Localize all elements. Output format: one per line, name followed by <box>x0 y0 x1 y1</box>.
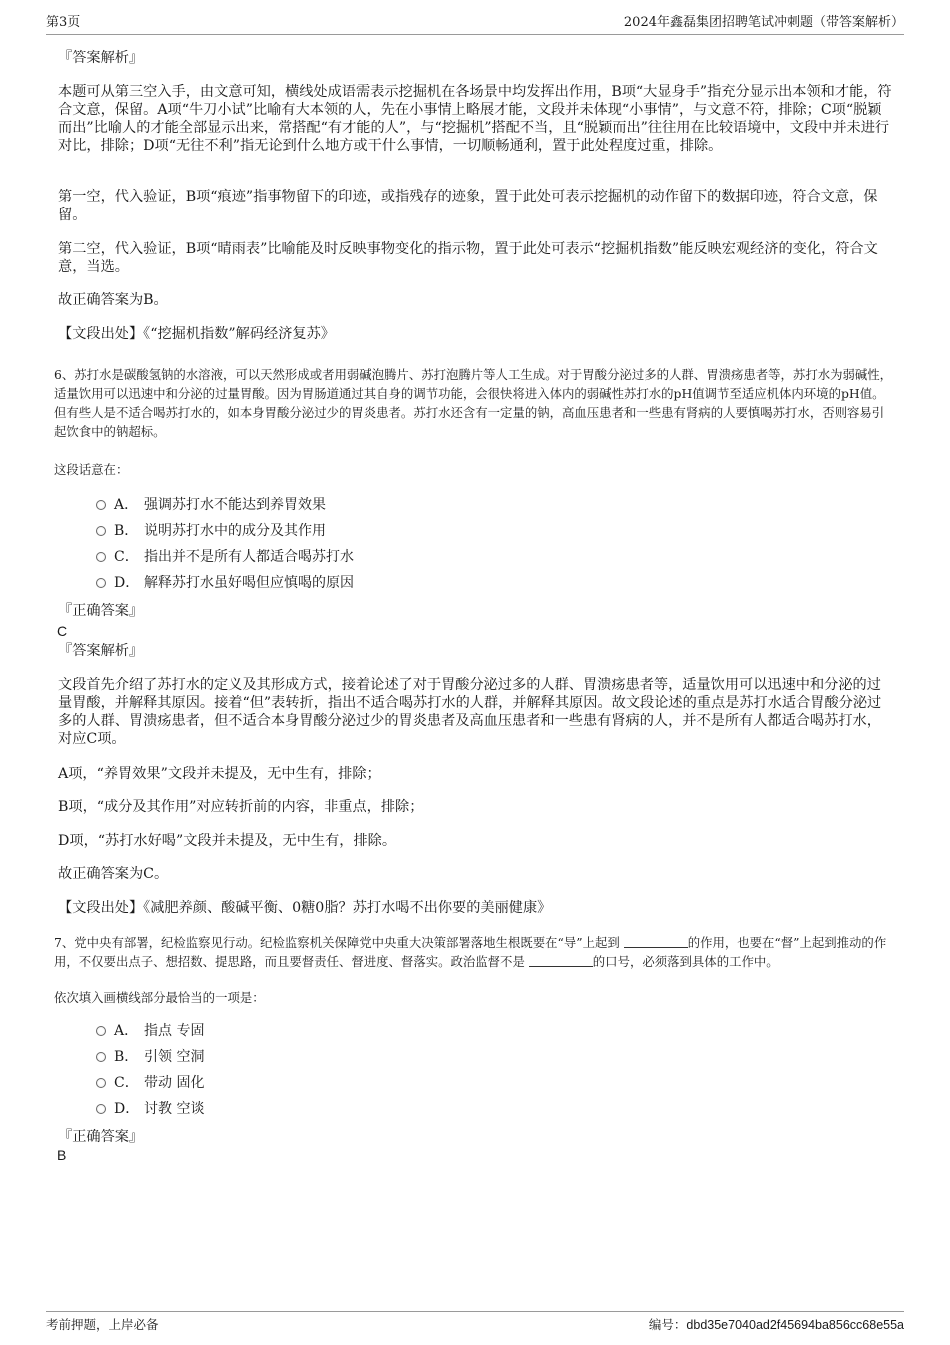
radio-icon[interactable] <box>96 578 106 588</box>
q6-answer-label: 『正确答案』 <box>58 603 144 619</box>
q7-option-b[interactable]: B． 引领 空洞 <box>96 1047 204 1067</box>
document-title: 2024年鑫磊集团招聘笔试冲刺题（带答案解析） <box>623 15 904 30</box>
q6-option-b[interactable]: B． 说明苏打水中的成分及其作用 <box>96 521 326 541</box>
page-header <box>46 14 904 35</box>
q6-note-a: A项，“养胃效果”文段并未提及，无中生有，排除； <box>58 766 381 782</box>
radio-icon[interactable] <box>96 1104 106 1114</box>
q6-prompt: 这段话意在： <box>54 462 129 477</box>
q6-answer: C <box>57 623 68 639</box>
q6-source: 【文段出处】《减肥养颜、酸碱平衡、0糖0脂？苏打水喝不出你要的美丽健康》 <box>58 900 552 916</box>
q5-conclusion: 故正确答案为B。 <box>58 292 168 308</box>
q6-option-c[interactable]: C． 指出并不是所有人都适合喝苏打水 <box>96 547 354 567</box>
radio-icon[interactable] <box>96 1026 106 1036</box>
q6-stem: 6、苏打水是碳酸氢钠的水溶液，可以天然形成或者用弱碱泡腾片、苏打泡腾片等人工生成。对于胃酸分泌过多的人群、胃溃疡患者等，苏打水为弱碱性，适量饮用可以迅速中和分泌的过量胃酸。因为胃肠道通过其自身的调节功能，会很快将进入体内的弱碱性苏打水的pH值调节至适应机体内环境的pH值。但有些人是不适合喝苏打水的，如本身胃酸分泌过少的胃炎患者。苏打水还含有一定量的钠，高血压患者和一些患有肾病的人要慎喝苏打水，否则容易引起饮食中的钠超标。 <box>54 367 893 439</box>
q5-analysis-para1: 本题可从第三空入手，由文意可知，横线处成语需表示挖掘机在各场景中均发挥出作用，B项“大显身手”指充分显示出本领和才能，符合文意，保留。A项“牛刀小试”比喻有大本领的人，先在小事情上略展才能，文段并未体现“小事情”，与文意不符，排除；C项“脱颖而出”比喻人的才能全部显示出来，常搭配“有才能的人”，与“挖掘机”搭配不当，且“脱颖而出”往往用在比较语境中，文段中并未进行对比，排除；D项“无往不利”指无论到什么地方或干什么事情，一切顺畅通利，置于此处程度过重，排除。 <box>58 84 892 154</box>
fill-blank-1[interactable] <box>624 935 688 948</box>
q7-answer: B <box>57 1147 67 1163</box>
page-footer <box>46 1311 904 1338</box>
q5-analysis-para3: 第二空，代入验证，B项“晴雨表”比喻能及时反映事物变化的指示物，置于此处可表示“挖掘机指数”能反映宏观经济的变化，符合文意，当选。 <box>58 241 878 275</box>
radio-icon[interactable] <box>96 1052 106 1062</box>
q7-option-c[interactable]: C． 带动 固化 <box>96 1073 204 1093</box>
q7-option-d[interactable]: D． 讨教 空谈 <box>96 1099 204 1119</box>
radio-icon[interactable] <box>96 552 106 562</box>
radio-icon[interactable] <box>96 526 106 536</box>
page-number: 第3页 <box>46 15 81 30</box>
radio-icon[interactable] <box>96 1078 106 1088</box>
fill-blank-2[interactable] <box>529 954 593 967</box>
q5-source: 【文段出处】《“挖掘机指数”解码经济复苏》 <box>58 326 335 342</box>
q6-analysis-label: 『答案解析』 <box>58 643 144 659</box>
footer-slogan: 考前押题，上岸必备 <box>46 1317 159 1332</box>
q6-option-a[interactable]: A． 强调苏打水不能达到养胃效果 <box>96 495 326 515</box>
q7-answer-label: 『正确答案』 <box>58 1129 144 1145</box>
document-id: 编号：dbd35e7040ad2f45694ba856cc68e55a <box>648 1317 904 1332</box>
q6-note-d: D项，“苏打水好喝”文段并未提及，无中生有，排除。 <box>58 833 397 849</box>
q7-option-a[interactable]: A． 指点 专固 <box>96 1021 204 1041</box>
q6-analysis: 文段首先介绍了苏打水的定义及其形成方式，接着论述了对于胃酸分泌过多的人群、胃溃疡患者等，适量饮用可以迅速中和分泌的过量胃酸，并解释其原因。接着“但”表转折，指出不适合喝苏打水的人群，并解释其原因。故文段论述的重点是苏打水适合胃酸分泌过多的人群、胃溃疡患者，但不适合本身胃酸分泌过少的胃炎患者及高血压患者和一些患有肾病的人，并不是所有人都适合喝苏打水，对应C项。 <box>58 677 882 747</box>
q5-analysis-label: 『答案解析』 <box>58 50 144 66</box>
q6-option-d[interactable]: D． 解释苏打水虽好喝但应慎喝的原因 <box>96 573 354 593</box>
q6-conclusion: 故正确答案为C。 <box>58 866 169 882</box>
q7-prompt: 依次填入画横线部分最恰当的一项是： <box>54 990 265 1005</box>
q5-analysis-para2: 第一空，代入验证，B项“痕迹”指事物留下的印迹，或指残存的迹象，置于此处可表示挖掘机的动作留下的数据印迹，符合文意，保留。 <box>58 189 878 223</box>
radio-icon[interactable] <box>96 500 106 510</box>
q6-note-b: B项，“成分及其作用”对应转折前的内容，非重点，排除； <box>58 799 424 815</box>
q7-stem: 7、党中央有部署，纪检监察见行动。纪检监察机关保障党中央重大决策部署落地生根既要在“导”上起到 的作用，也要在“督”上起到推动的作用，不仅要出点子、想招数、提思路，而且要督责任、督进度、督落实。政治监督不是 的口号，必须落到具体的工作中。 <box>54 935 887 969</box>
